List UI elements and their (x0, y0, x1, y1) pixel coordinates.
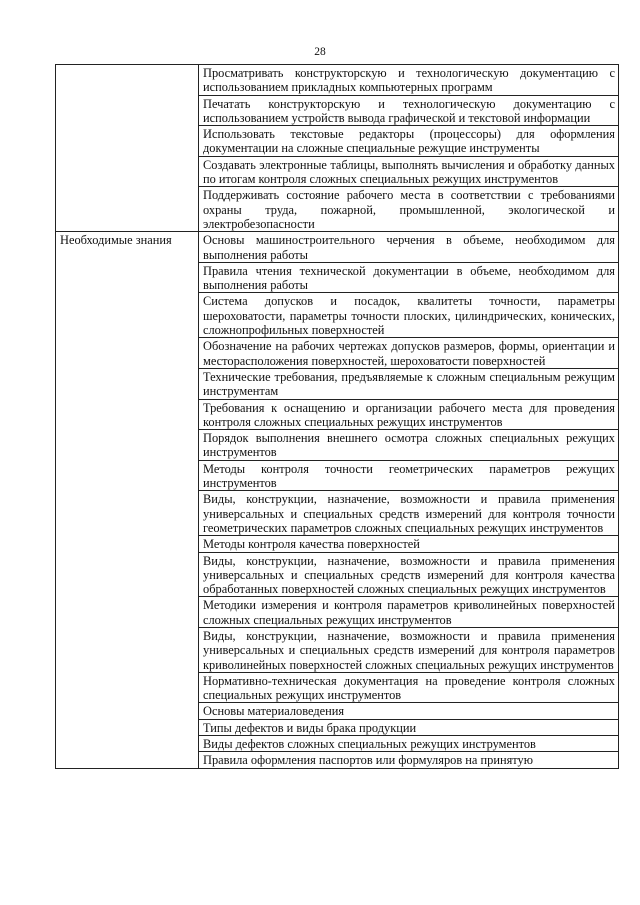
skill-cell: Печатать конструкторскую и технологическую документацию с использованием устройств вывода графической и текстовой информации (199, 95, 619, 126)
knowledge-cell: Виды, конструкции, назначение, возможности и правила применения универсальных и специальных средств измерений для контроля точности геометрических параметров сложных специальных режущих инструментов (199, 491, 619, 536)
knowledge-cell: Виды дефектов сложных специальных режущих инструментов (199, 736, 619, 752)
knowledge-cell: Основы материаловедения (199, 703, 619, 719)
knowledge-cell: Нормативно-техническая документация на проведение контроля сложных специальных режущих инструментов (199, 672, 619, 703)
requirements-table (55, 64, 619, 769)
knowledge-cell: Система допусков и посадок, квалитеты точности, параметры шероховатости, параметры точности плоских, цилиндрических, конических, сложнопрофильных поверхностей (199, 293, 619, 338)
knowledge-cell: Методы контроля точности геометрических параметров режущих инструментов (199, 460, 619, 491)
table-row (56, 65, 619, 96)
knowledge-cell: Обозначение на рабочих чертежах допусков размеров, формы, ориентации и месторасположения поверхностей, шероховатости поверхностей (199, 338, 619, 369)
knowledge-cell: Требования к оснащению и организации рабочего места для проведения контроля сложных специальных режущих инструментов (199, 399, 619, 430)
knowledge-label-cell: Необходимые знания (56, 232, 199, 768)
skill-cell: Использовать текстовые редакторы (процессоры) для оформления документации на сложные специальные режущие инструменты (199, 126, 619, 157)
table-row (56, 232, 619, 263)
page-number: 28 (314, 46, 326, 58)
skills-label-cell (56, 65, 199, 232)
knowledge-cell: Правила чтения технической документации в объеме, необходимом для выполнения работы (199, 262, 619, 293)
skill-cell: Просматривать конструкторскую и технологическую документацию с использованием прикладных компьютерных программ (199, 65, 619, 96)
knowledge-cell: Технические требования, предъявляемые к сложным специальным режущим инструментам (199, 368, 619, 399)
knowledge-cell: Основы машиностроительного черчения в объеме, необходимом для выполнения работы (199, 232, 619, 263)
knowledge-cell: Правила оформления паспортов или формуляров на принятую (199, 752, 619, 768)
table-body (56, 65, 619, 769)
knowledge-cell: Методики измерения и контроля параметров криволинейных поверхностей сложных специальных режущих инструментов (199, 597, 619, 628)
knowledge-cell: Виды, конструкции, назначение, возможности и правила применения универсальных и специальных средств измерений для контроля параметров криволинейных поверхностей сложных специальных режущих инструментов (199, 627, 619, 672)
knowledge-cell: Виды, конструкции, назначение, возможности и правила применения универсальных и специальных средств измерений для контроля качества обработанных поверхностей сложных специальных режущих инструментов (199, 552, 619, 597)
knowledge-cell: Типы дефектов и виды брака продукции (199, 719, 619, 735)
skill-cell: Создавать электронные таблицы, выполнять вычисления и обработку данных по итогам контроля сложных специальных режущих инструментов (199, 156, 619, 187)
skill-cell: Поддерживать состояние рабочего места в соответствии с требованиями охраны труда, пожарной, промышленной, экологической и электробезопасности (199, 187, 619, 232)
knowledge-cell: Порядок выполнения внешнего осмотра сложных специальных режущих инструментов (199, 430, 619, 461)
knowledge-cell: Методы контроля качества поверхностей (199, 536, 619, 552)
